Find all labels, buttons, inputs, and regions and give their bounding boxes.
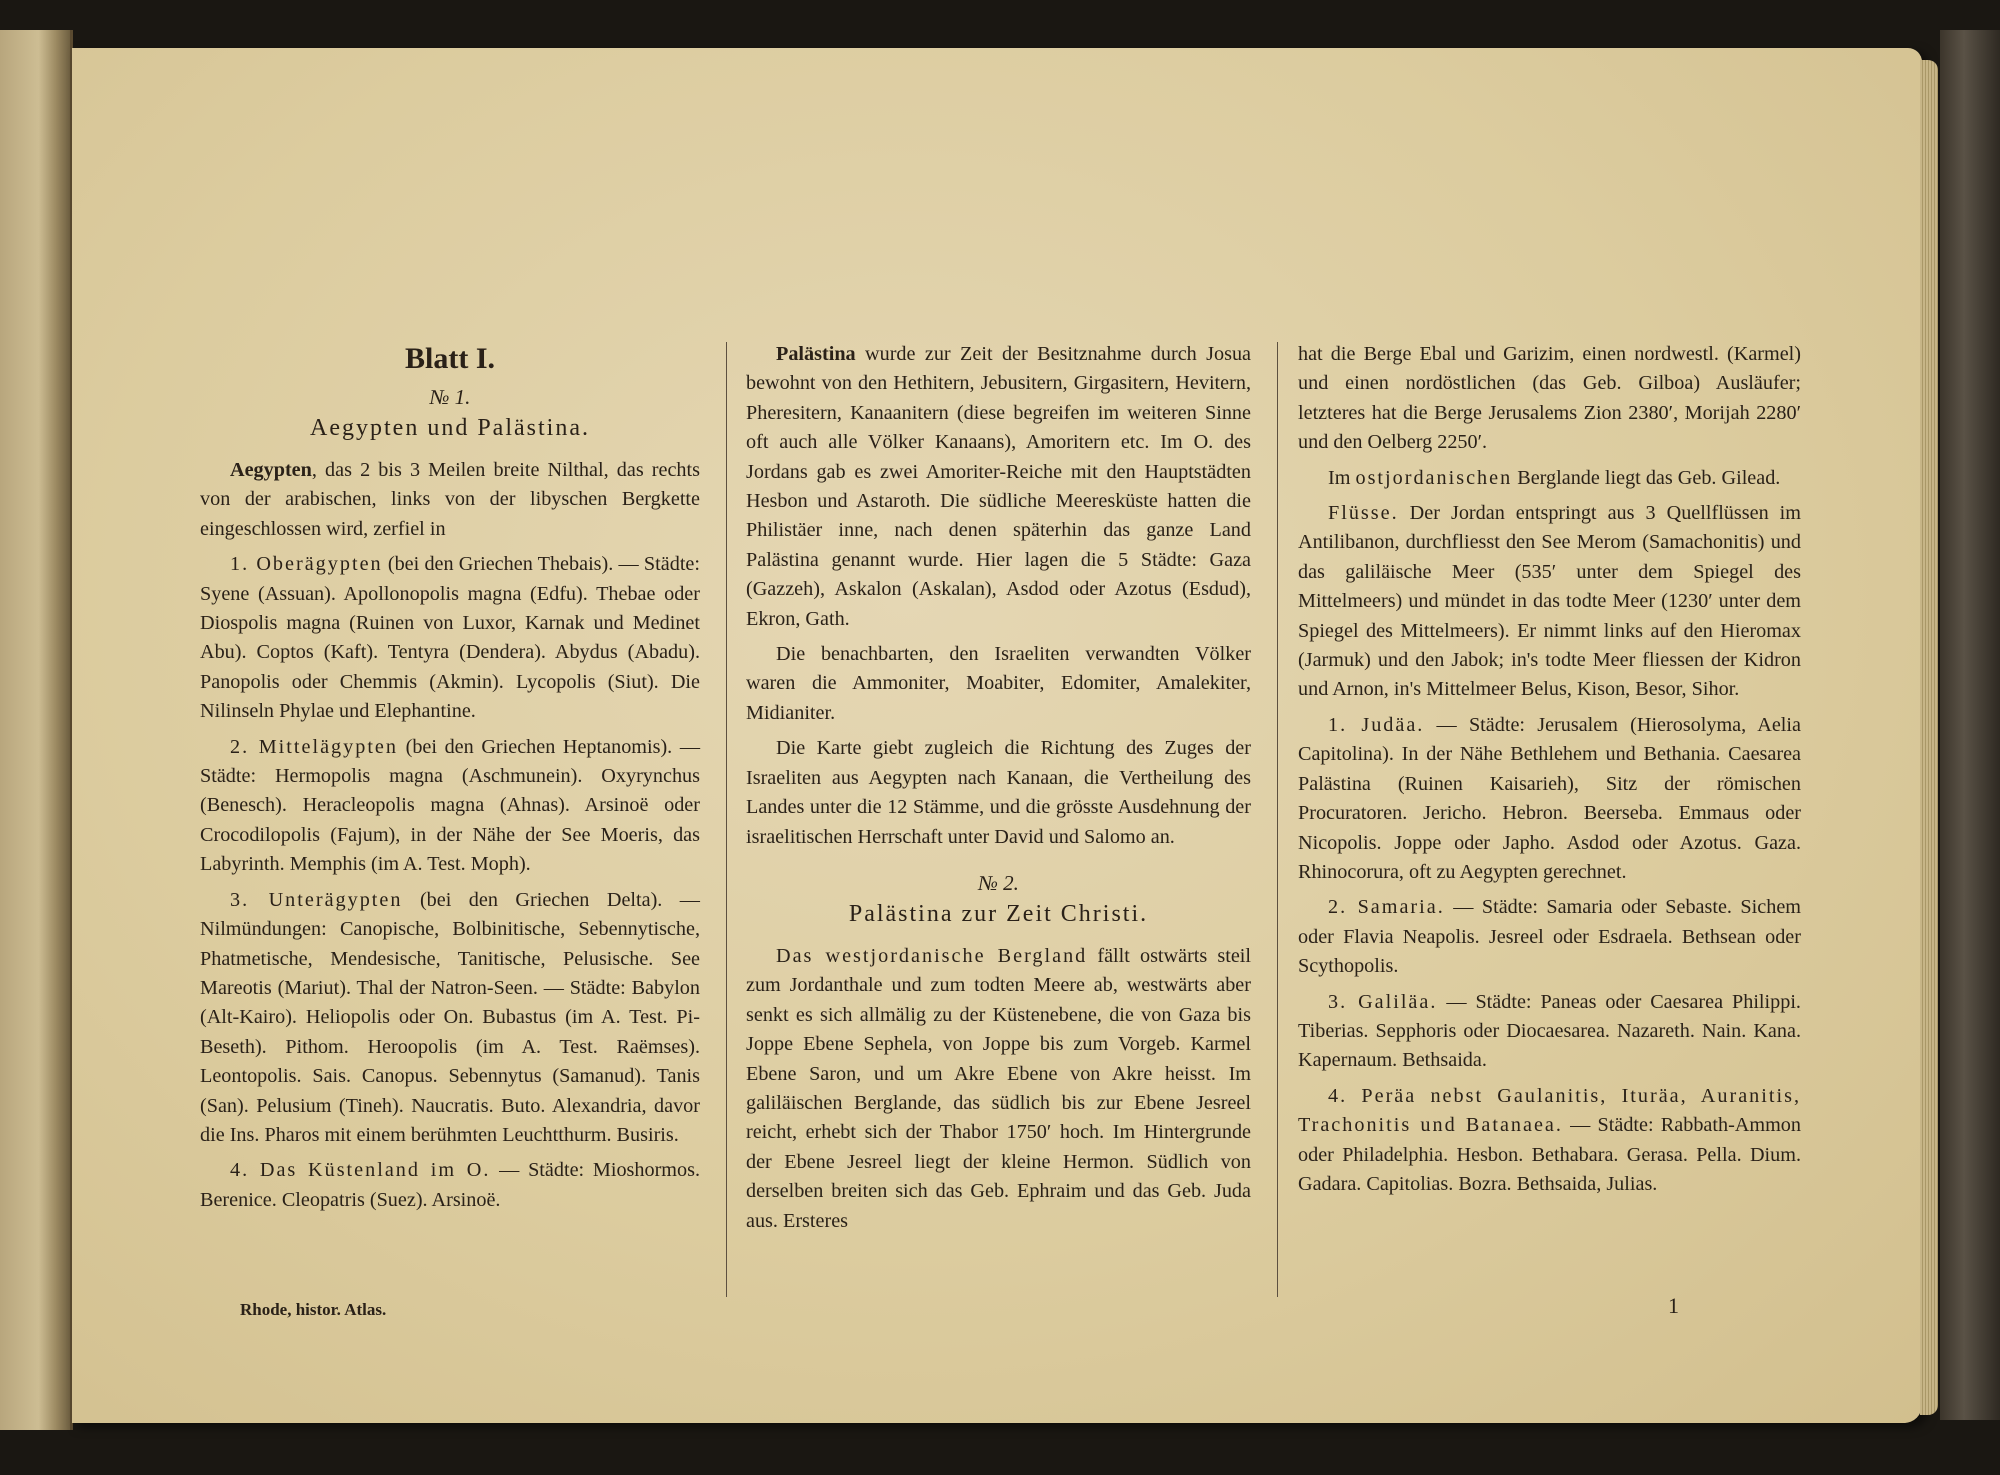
book-cover-board-right	[1940, 30, 2000, 1420]
column-rule-1	[726, 342, 727, 1297]
paragraph-galilaea: 3. Galiläa. — Städte: Paneas oder Caesarea Philippi. Tiberias. Sepphoris oder Diocaesarea. Nazareth. Nain. Kana. Kapernaum. Bethsaida.	[1298, 990, 1801, 1072]
paragraph-kuestenland: 4. Das Küstenland im O. — Städte: Mioshormos. Berenice. Cleopatris (Suez). Arsinoë.	[200, 1159, 701, 1211]
paragraph-palaestina-intro: Palästina wurde zur Zeit der Besitznahme durch Josua bewohnt von den Hethitern, Jebusitern, Girgasitern, Hevitern, Pheresitern, Kanaanitern (diese begreifen im weiteren Sinne oft auch alle Völker Kanaans), Amoritern etc. Im O. des Jordans gab es zwei Amoriter-Reiche mit den Hauptstädten Hesbon und Astaroth. Die südliche Meeresküste hatten die Philistäer inne, nach denen späterhin das ganze Land Palästina genannt wurde. Hier lagen die 5 Städte: Gaza (Gazzeh), Askalon (Askalan), Asdod oder Azotus (Esdud), Ekron, Gath.	[746, 343, 1251, 630]
section-number-2: № 2.	[978, 870, 1019, 895]
section-heading-2: Palästina zur Zeit Christi.	[848, 900, 1149, 927]
page-edges	[1920, 60, 1938, 1415]
paragraph-nachbarvoelker: Die benachbarten, den Israeliten verwandten Völker waren die Ammoniter, Moabiter, Edomiter, Amalekiter, Midianiter.	[746, 643, 1251, 724]
paragraph-westjordanisch: Das westjordanische Bergland fällt ostwärts steil zum Jordanthale und zum todten Meere ab, westwärts aber senkt es sich allmälig zu der Küstenebene, die von Gaza bis Joppe Ebene Sephela, von Joppe bis zum Vorgeb. Karmel Ebene Saron, und um Akre Ebene von Akre heisst. Im galiläischen Berglande, das südlich bis zur Ebene Jesreel reicht, erhebt sich der Thabor 1750′ hoch. Im Hintergrunde der Ebene Jesreel liegt der kleine Hermon. Südlich von derselben breiten sich das Geb. Ephraim und das Geb. Juda aus. Ersteres	[746, 944, 1251, 1232]
section-heading-1: Aegypten und Palästina.	[310, 415, 590, 441]
text-column-2	[746, 340, 1251, 1242]
paragraph-fluesse: Flüsse. Der Jordan entspringt aus 3 Quellflüssen im Antilibanon, durchfliesst den See Merom (Samachonitis) und das galiläische Meer (535′ unter dem Spiegel des Mittelmeers) und mündet in das todte Meer (1230′ unter dem Spiegel des Mittelmeers). Er nimmt links auf den Hieromax (Jarmuk) und den Jabok; in's todte Meer fliessen der Kidron und Arnon, in's Mittelmeer Belus, Kison, Besor, Sihor.	[1298, 502, 1801, 701]
paragraph-karte: Die Karte giebt zugleich die Richtung des Zuges der Israeliten aus Aegypten nach Kanaan, die Vertheilung des Landes unter die 12 Stämme, und die grösste Ausdehnung der israelitischen Herrschaft unter David und Salomo an.	[746, 737, 1251, 848]
paragraph-samaria: 2. Samaria. — Städte: Samaria oder Sebaste. Sichem oder Flavia Neapolis. Jesreel oder Esdraela. Bethsean oder Scythopolis.	[1298, 896, 1801, 978]
book-binding-left	[0, 30, 73, 1430]
paragraph-peraea: 4. Peräa nebst Gaulanitis, Ituräa, Auranitis, Trachonitis und Batanaea. — Städte: Rabbath-Ammon oder Philadelphia. Hesbon. Bethabara. Gerasa. Pella. Dium. Gadara. Capitolias. Bozra. Bethsaida, Julias.	[1298, 1084, 1801, 1195]
paragraph-aegypten-intro: Aegypten, das 2 bis 3 Meilen breite Nilthal, das rechts von der arabischen, links von der libyschen Bergkette eingeschlossen wird, zerfiel in	[200, 459, 700, 540]
paragraph-unteraegypten: 3. Unterägypten (bei den Griechen Delta). — Nilmündungen: Canopische, Bolbinitische, Sebennytische, Phatmetische, Mendesische, Tanitische, Pelusische. See Mareotis (Mariut). Thal der Natron-Seen. — Städte: Babylon (Alt-Kairo). Heliopolis oder On. Bubastus (im A. Test. Pi-Beseth). Pithom. Heroopolis (im A. Test. Raëmses). Leontopolis. Sais. Canopus. Sebennytus (Samanud). Tanis (San). Pelusium (Tineh). Naucratis. Buto. Alexandria, davor die Ins. Pharos mit einem berühmten Leuchtthurm. Busiris.	[200, 888, 700, 1146]
sheet-title: Blatt I.	[405, 342, 495, 375]
keyword-palaestina: Palästina	[776, 343, 856, 365]
paragraph-mittelaegypten: 2. Mittelägypten (bei den Griechen Heptanomis). — Städte: Hermopolis magna (Aschmunein). Oxyrynchus (Benesch). Heracleopolis magna (Ahnas). Arsinoë oder Crocodilopolis (Fajum), in der Nähe der See Moeris, das Labyrinth. Memphis (im A. Test. Moph).	[200, 735, 701, 876]
text-column-1	[200, 340, 700, 1221]
paragraph-judaea: 1. Judäa. — Städte: Jerusalem (Hierosolyma, Aelia Capitolina). In der Nähe Bethlehem und Bethania. Caesarea Palästina (Ruinen Kaisarieh), Sitz der römischen Procuratoren. Jericho. Hebron. Beerseba. Emmaus oder Nicopolis. Joppe oder Japho. Asdod oder Azotus. Gaza. Rhinocorura, oft zu Aegypten gerechnet.	[1298, 713, 1801, 883]
page-number: 1	[1668, 1293, 1679, 1318]
text-column-3	[1298, 340, 1801, 1205]
footer-atlas-credit: Rhode, histor. Atlas.	[240, 1300, 387, 1319]
paragraph-ostjordanisch: Im ostjordanischen Berglande liegt das Geb. Gilead.	[1328, 466, 1781, 489]
paragraph-oberaegypten: 1. Oberägypten (bei den Griechen Thebais). — Städte: Syene (Assuan). Apollonopolis magna (Edfu). Thebae oder Diospolis magna (Ruinen von Luxor, Karnak und Medinet Abu). Coptos (Kaft). Tentyra (Dendera). Abydus (Abadu). Panopolis oder Chemmis (Akmin). Lycopolis (Siut). Die Nilinseln Phylae und Elephantine.	[200, 553, 700, 723]
paragraph-berge: hat die Berge Ebal und Garizim, einen nordwestl. (Karmel) und einen nordöstlichen (das Geb. Gilboa) Ausläufer; letzteres hat die Berge Jerusalems Zion 2380′, Morijah 2280′ und den Oelberg 2250′.	[1298, 343, 1801, 454]
keyword-aegypten: Aegypten	[230, 459, 312, 481]
column-rule-2	[1277, 342, 1278, 1297]
section-number-1: № 1.	[429, 385, 471, 409]
